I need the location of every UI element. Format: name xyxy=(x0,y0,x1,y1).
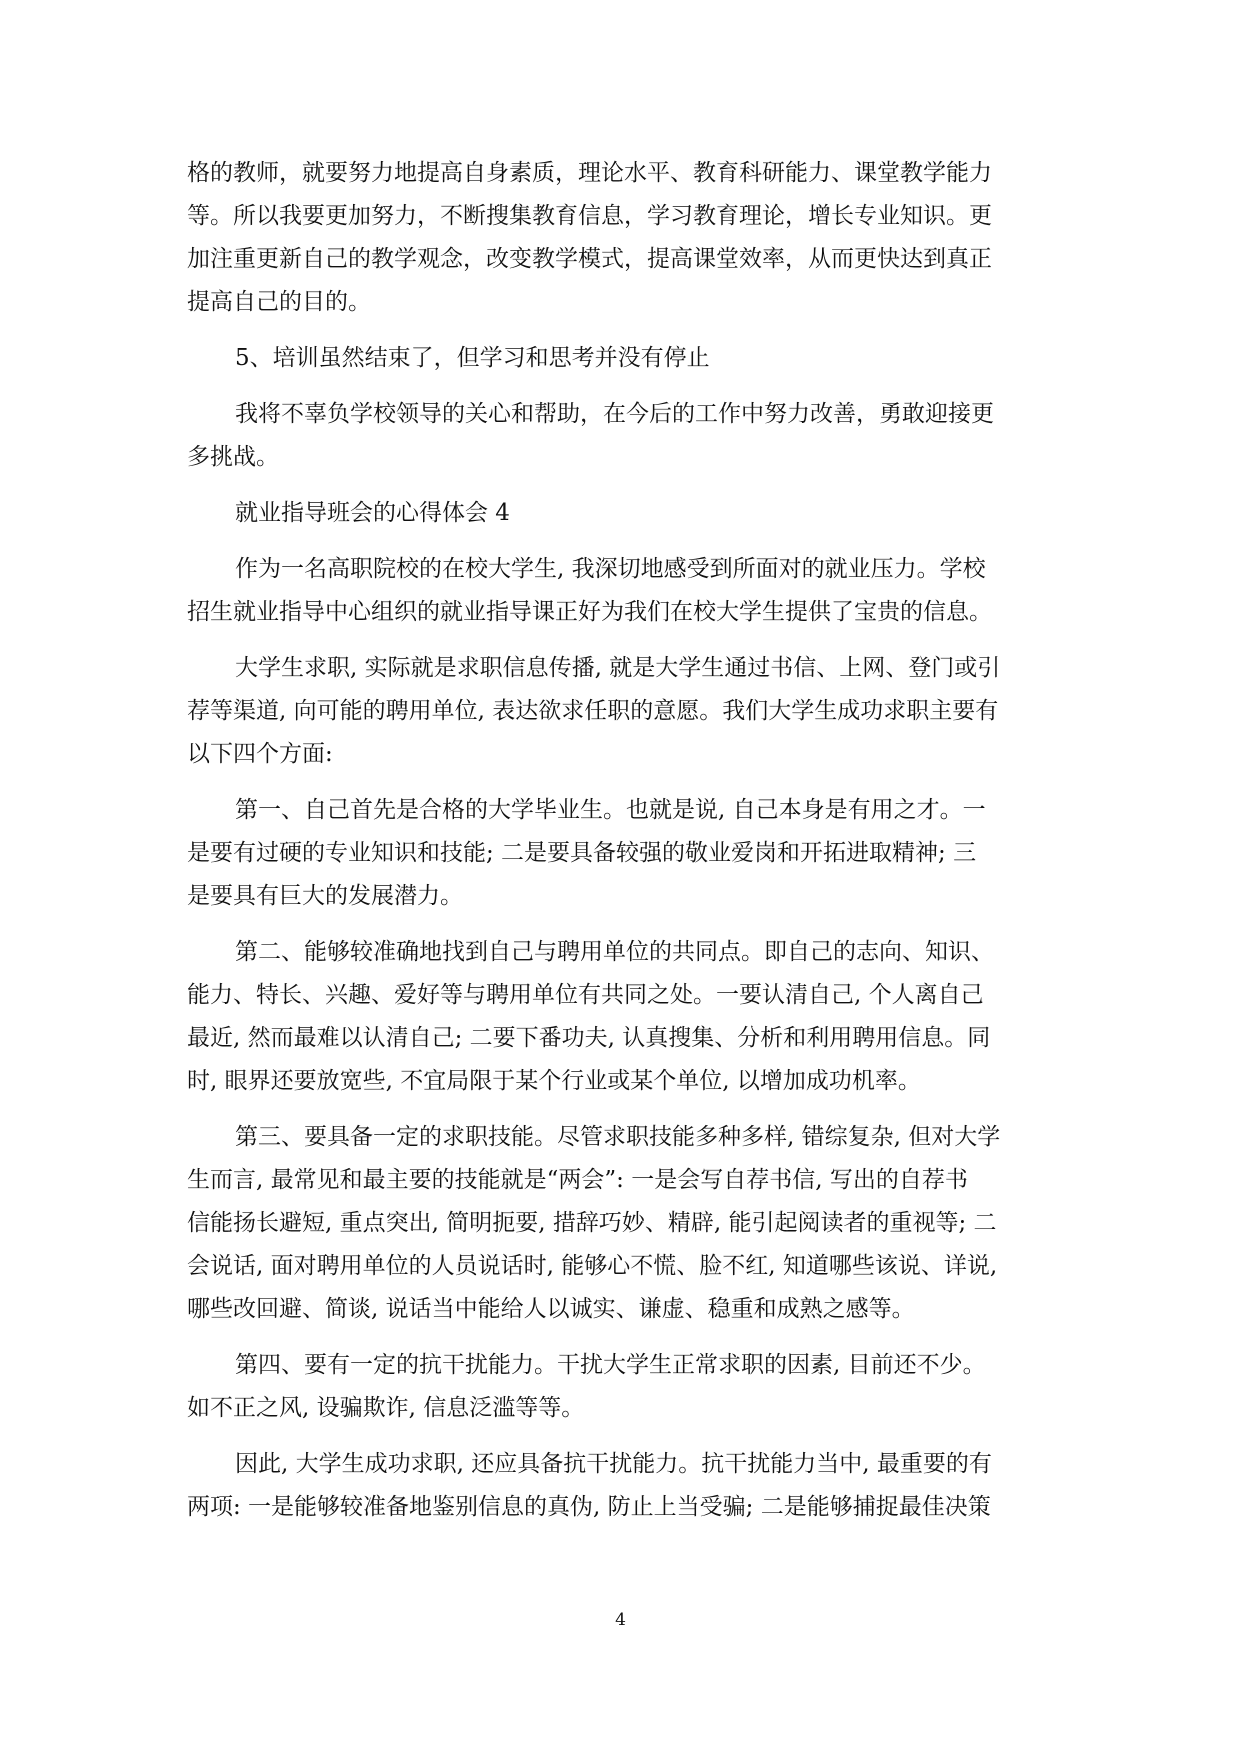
text-line: 第二、能够较准确地找到自己与聘用单位的共同点。即自己的志向、知识、 xyxy=(235,939,994,965)
paragraph xyxy=(187,1344,1055,1430)
paragraph xyxy=(187,152,1055,324)
text-line: 信能扬长避短, 重点突出, 简明扼要, 措辞巧妙、精辟, 能引起阅读者的重视等; 二 xyxy=(187,1210,997,1236)
text-line: 最近, 然而最难以认清自己; 二要下番功夫, 认真搜集、分析和利用聘用信息。同 xyxy=(187,1025,991,1051)
paragraph xyxy=(187,1116,1055,1331)
paragraph xyxy=(187,548,1055,634)
text-line: 荐等渠道, 向可能的聘用单位, 表达欲求任职的意愿。我们大学生成功求职主要有 xyxy=(187,698,999,724)
text-line: 是要具有巨大的发展潜力。 xyxy=(187,883,463,909)
paragraph xyxy=(187,492,1055,535)
paragraph xyxy=(187,789,1055,918)
paragraph xyxy=(187,1443,1055,1529)
paragraph xyxy=(187,647,1055,776)
text-line: 两项: 一是能够较准备地鉴别信息的真伪, 防止上当受骗; 二是能够捕捉最佳决策 xyxy=(187,1494,991,1520)
text-line: 第一、自己首先是合格的大学毕业生。也就是说, 自己本身是有用之才。一 xyxy=(235,797,986,823)
text-line: 格的教师，就要努力地提高自身素质，理论水平、教育科研能力、课堂教学能力 xyxy=(187,160,992,186)
text-line: 招生就业指导中心组织的就业指导课正好为我们在校大学生提供了宝贵的信息。 xyxy=(187,599,992,625)
text-line: 加注重更新自己的教学观念，改变教学模式，提高课堂效率，从而更快达到真正 xyxy=(187,246,992,272)
text-line: 第四、要有一定的抗干扰能力。干扰大学生正常求职的因素, 目前还不少。 xyxy=(235,1352,986,1378)
text-line: 生而言, 最常见和最主要的技能就是“两会”: 一是会写自荐书信, 写出的自荐书 xyxy=(187,1167,968,1193)
text-line: 多挑战。 xyxy=(187,444,279,470)
text-line: 作为一名高职院校的在校大学生, 我深切地感受到所面对的就业压力。学校 xyxy=(235,556,986,582)
text-line: 等。所以我要更加努力，不断搜集教育信息，学习教育理论，增长专业知识。更 xyxy=(187,203,992,229)
text-line: 时, 眼界还要放宽些, 不宜局限于某个行业或某个单位, 以增加成功机率。 xyxy=(187,1068,921,1094)
text-line: 提高自己的目的。 xyxy=(187,289,371,315)
text-line: 大学生求职, 实际就是求职信息传播, 就是大学生通过书信、上网、登门或引 xyxy=(235,655,1001,681)
paragraph xyxy=(187,337,1055,380)
page-number: 4 xyxy=(615,1610,626,1630)
text-line: 能力、特长、兴趣、爱好等与聘用单位有共同之处。一要认清自己, 个人离自己 xyxy=(187,982,984,1008)
section-heading: 5、培训虽然结束了，但学习和思考并没有停止 xyxy=(235,345,710,371)
text-line: 哪些改回避、简谈, 说话当中能给人以诚实、谦虚、稳重和成熟之感等。 xyxy=(187,1296,915,1322)
text-line: 以下四个方面: xyxy=(187,741,333,767)
text-line: 是要有过硬的专业知识和技能; 二是要具备较强的敬业爱岗和开拓进取精神; 三 xyxy=(187,840,977,866)
paragraph xyxy=(187,393,1055,479)
text-line: 第三、要具备一定的求职技能。尽管求职技能多种多样, 错综复杂, 但对大学 xyxy=(235,1124,1001,1150)
paragraph xyxy=(187,931,1055,1103)
text-line: 如不正之风, 设骗欺诈, 信息泛滥等等。 xyxy=(187,1395,585,1421)
text-line: 因此, 大学生成功求职, 还应具备抗干扰能力。抗干扰能力当中, 最重要的有 xyxy=(235,1451,992,1477)
text-line: 会说话, 面对聘用单位的人员说话时, 能够心不慌、脸不红, 知道哪些该说、详说, xyxy=(187,1253,998,1279)
text-line: 我将不辜负学校领导的关心和帮助，在今后的工作中努力改善，勇敢迎接更 xyxy=(235,401,994,427)
document-body xyxy=(187,152,1055,1529)
section-title: 就业指导班会的心得体会 4 xyxy=(235,500,510,526)
